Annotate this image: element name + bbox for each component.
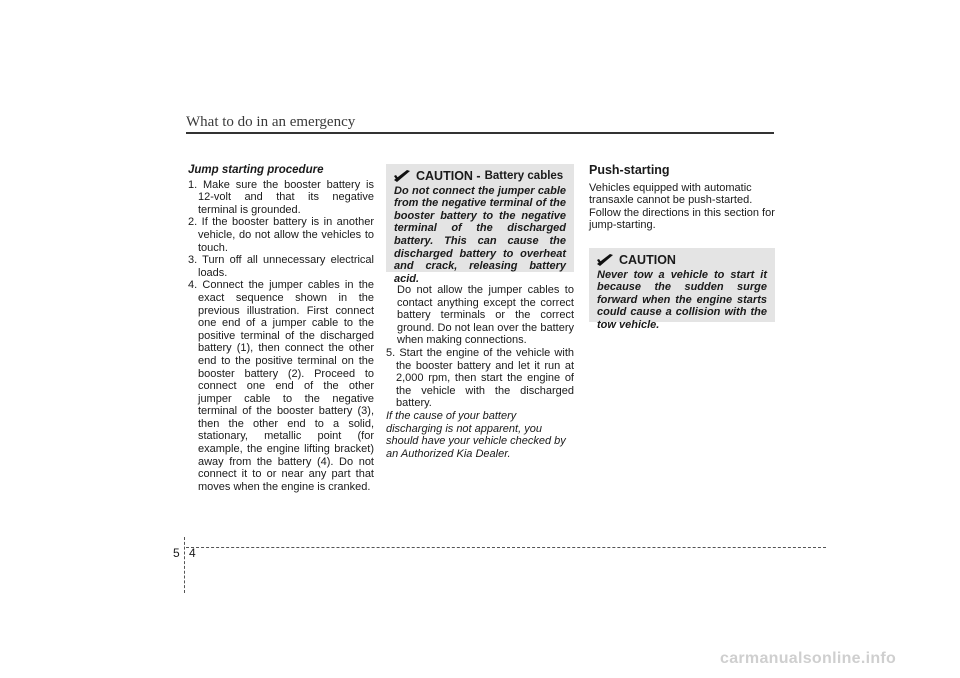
caution-box-towing <box>589 248 775 331</box>
caution-heading <box>394 170 566 183</box>
step-3: 3. Turn off all unnecessary electrical loads. <box>188 254 374 279</box>
pencil-check-icon <box>394 170 410 182</box>
footer-divider <box>184 537 185 593</box>
caution-text: Do not connect the jumper cable from the negative terminal of the booster battery to the negative terminal of the discharged battery. This can cause the discharged battery to overheat and crack, releasing battery acid. <box>394 184 566 285</box>
page-section-number: 5 <box>173 546 180 560</box>
chapter-title: What to do in an emergency <box>186 114 356 130</box>
column-jump-starting <box>188 164 374 493</box>
column-battery-cables <box>386 164 574 471</box>
caution-box-battery-cables <box>386 164 574 285</box>
column-push-starting <box>589 163 775 331</box>
step-1: 1. Make sure the booster battery is 12-volt and that its negative terminal is grounded. <box>188 178 374 216</box>
jump-starting-subhead: Jump starting procedure <box>188 164 324 176</box>
caution-text: Never tow a vehicle to start it because the sudden surge forward when the engine starts could cause a collision with the tow vehicle. <box>597 268 767 331</box>
step-4: 4. Connect the jumper cables in the exact sequence shown in the previous illustration. First connect one end of a jumper cable to the positive terminal of the discharged battery (1), then connect the other end to the positive terminal on the booster battery (2). Proceed to connect one end of the other jumper cable to the negative terminal of the booster battery (3), then the other end to a solid, stationary, metallic point (for example, the engine lifting bracket) away from the battery (4). Do not connect it to or near any part that moves when the engine is cranked. <box>188 279 374 493</box>
caution-label: CAUTION <box>619 252 676 267</box>
pencil-check-icon <box>597 254 613 266</box>
watermark: carmanualsonline.info <box>720 650 897 667</box>
step-5: 5. Start the engine of the vehicle with the booster battery and let it run at 2,000 rpm, then start the engine of the vehicle with the discharged battery. <box>386 346 574 410</box>
push-starting-para-2: Follow the directions in this section for jump-starting. <box>589 206 775 232</box>
dealer-note: If the cause of your battery discharging is not apparent, you should have your vehicle checked by an Authorized Kia Dealer. <box>386 409 566 460</box>
caution-heading <box>597 254 767 267</box>
footer-rule <box>186 547 826 548</box>
page-number: 4 <box>189 546 196 560</box>
push-starting-para-1: Vehicles equipped with automatic transaxle cannot be push-started. <box>589 181 753 207</box>
push-starting-title: Push-starting <box>589 163 670 177</box>
step-4-continuation: Do not allow the jumper cables to contact anything except the correct battery terminals or the correct ground. Do not lean over the battery when making connections. <box>397 284 574 347</box>
header-rule <box>186 132 774 134</box>
jump-starting-steps-cont <box>386 347 574 410</box>
caution-label: CAUTION - <box>416 169 481 183</box>
step-2: 2. If the booster battery is in another vehicle, do not allow the vehicles to touch. <box>188 216 374 254</box>
jump-starting-steps <box>188 179 374 494</box>
caution-subtitle: Battery cables <box>484 170 564 182</box>
